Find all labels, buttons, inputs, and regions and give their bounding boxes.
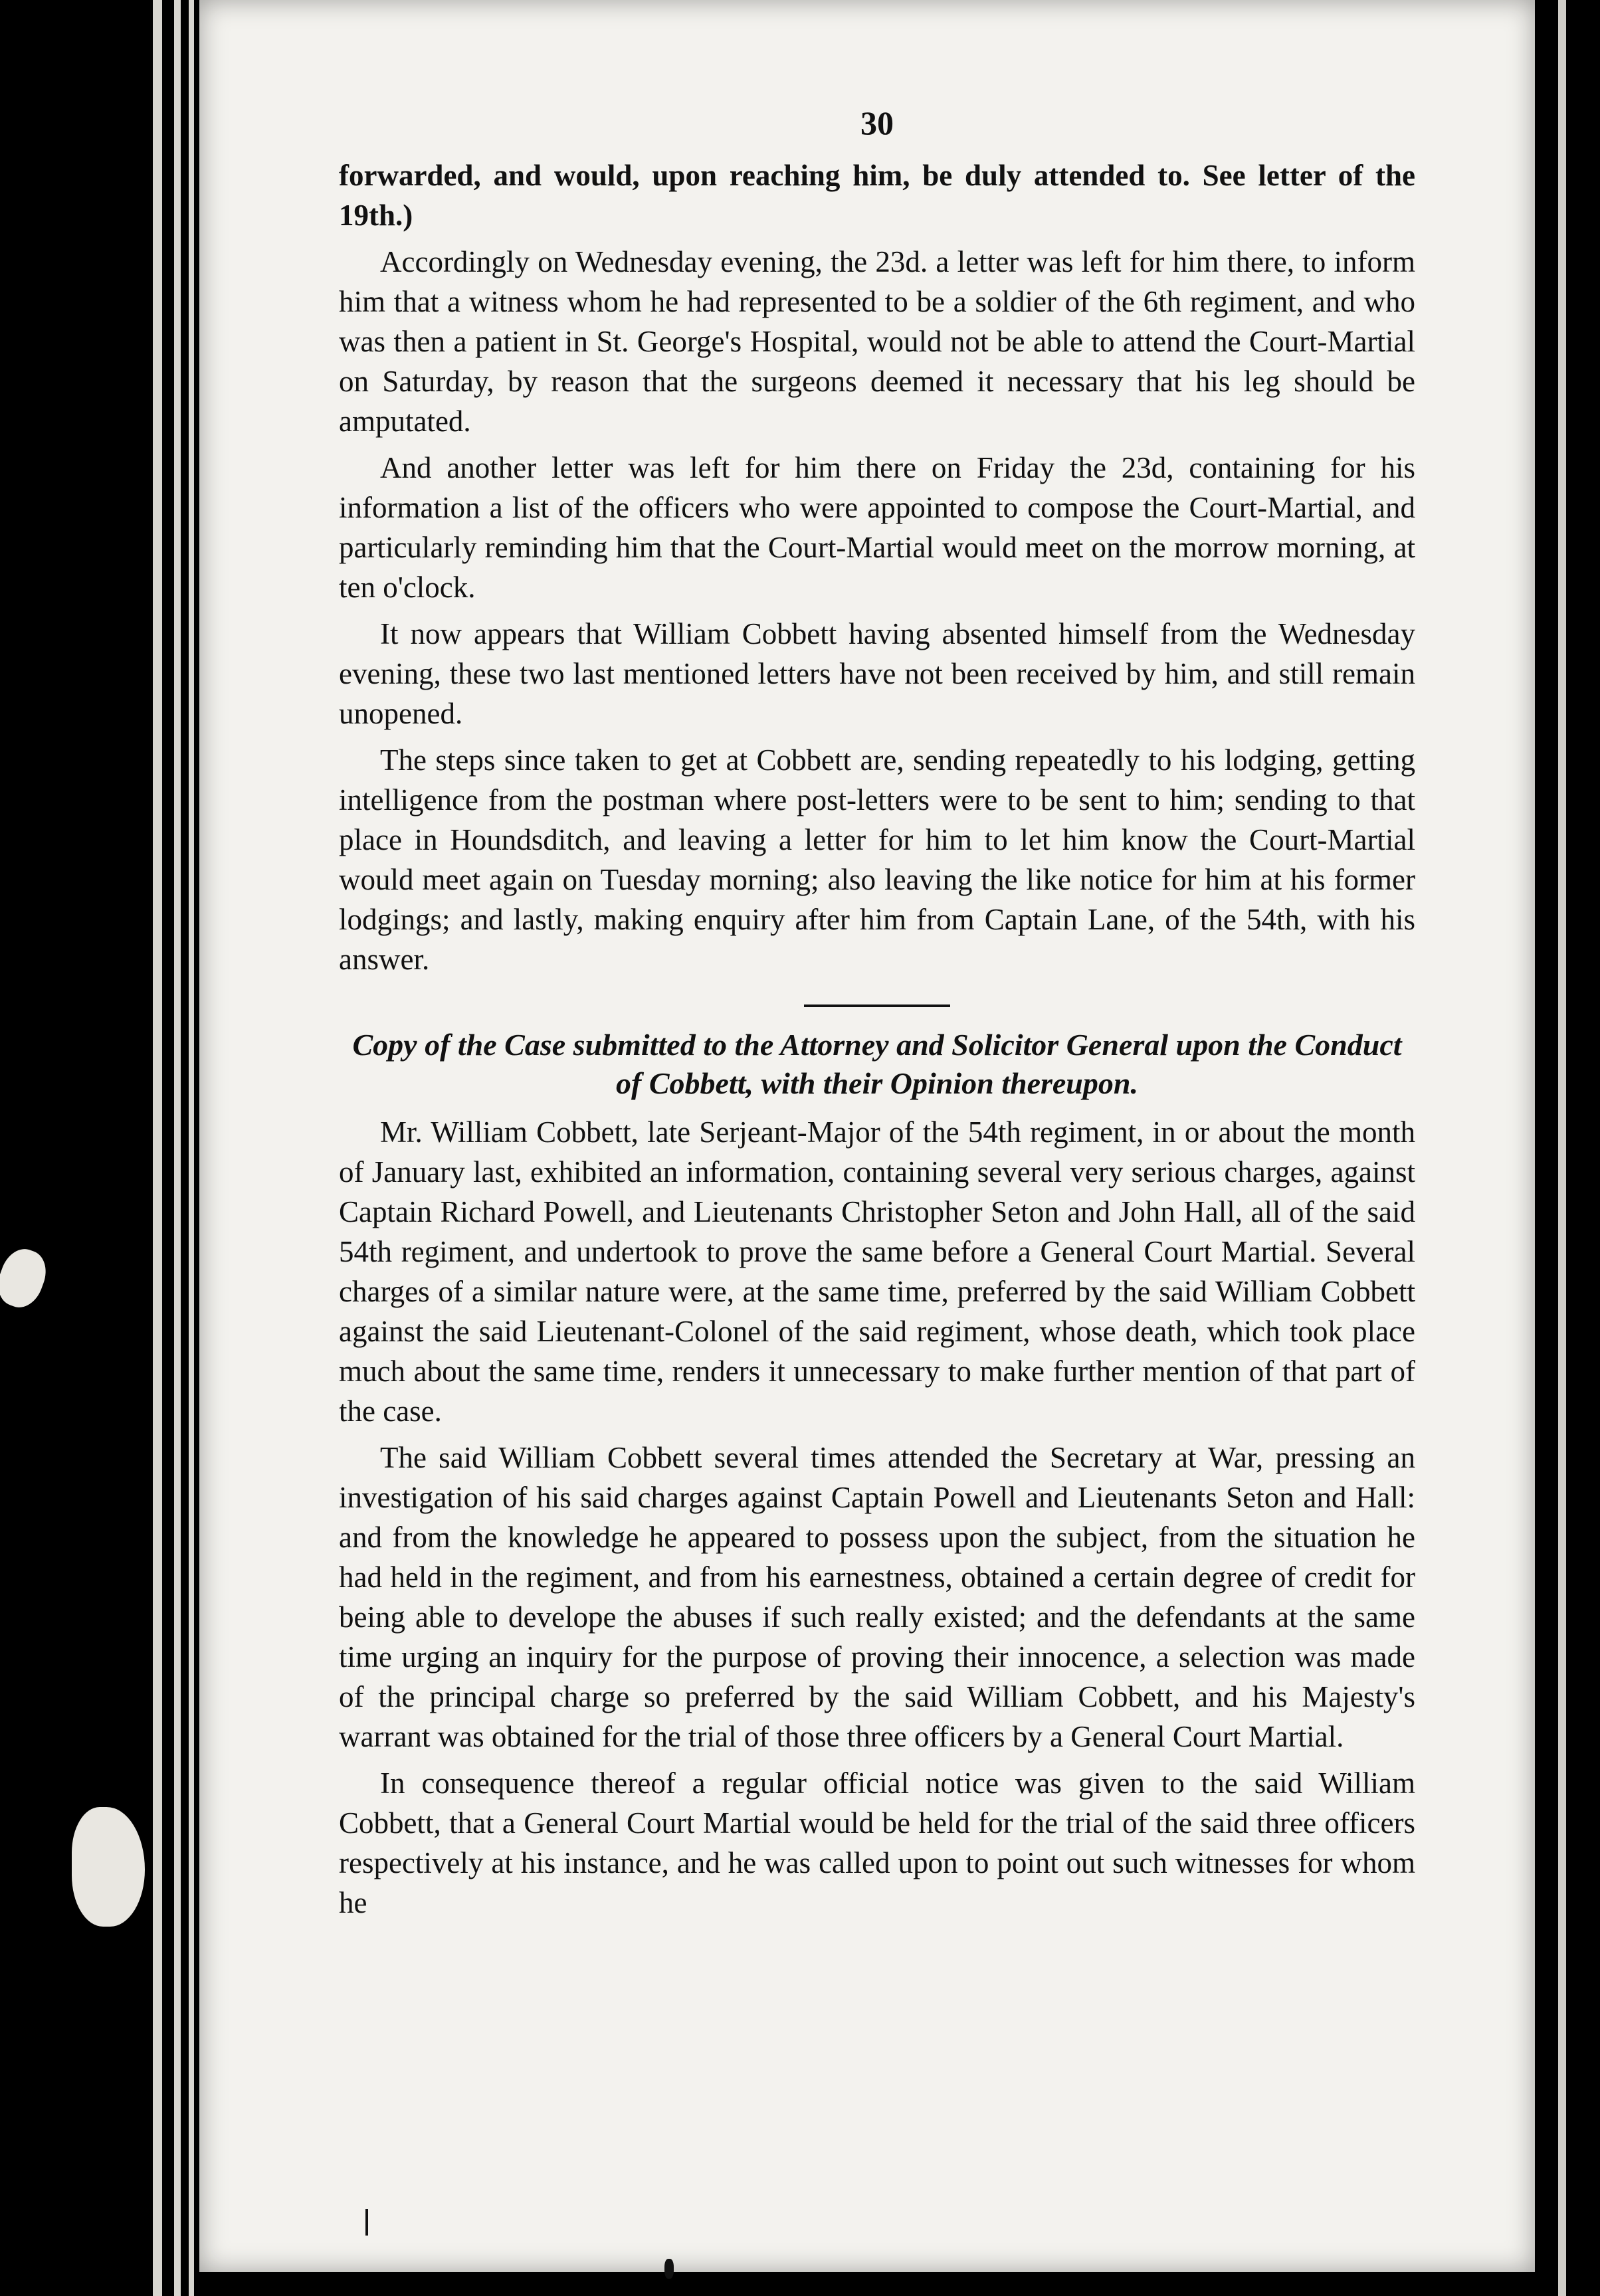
paragraph: It now appears that William Cobbett having absented himself from the Wednesday evening, these two last mentioned letters have not been received by him, and still remain unopened. [339, 617, 1415, 730]
paragraph: forwarded, and would, upon reaching him, be duly attended to. See letter of the 19th.) [339, 159, 1415, 232]
paragraph: In consequence thereof a regular official notice was given to the said William Cobbett, that a General Court Martial would be held for the trial of the said three officers respectively at his instance, and he was called upon to point out such witnesses for whom he [339, 1767, 1415, 1919]
paragraph: The steps since taken to get at Cobbett are, sending repeatedly to his lodging, getting intelligence from the postman where post-letters were to be sent to him; sending to that place in Houndsditch, and leaving a letter for him to let him know the Court-Martial would meet again on Tuesday morning; also leaving the like notice for him at his former lodgings; and lastly, making enquiry after him from Captain Lane, of the 54th, with his answer. [339, 743, 1415, 976]
section-heading: Copy of the Case submitted to the Attorney and Solicitor General upon the Conduct of Cobbett, with their Opinion thereupon. [352, 1028, 1402, 1100]
paper-fragment [0, 1243, 52, 1313]
paragraph: Mr. William Cobbett, late Serjeant-Major of the 54th regiment, in or about the month of January last, exhibited an information, containing several very serious charges, against Captain Richard Powell, and Lieutenants Christopher Seton and John Hall, all of the said 54th regiment, and undertook to prove the same before a General Court Martial. Several charges of a similar nature were, at the same time, preferred by the said William Cobbett against the said Lieutenant-Colonel of the said regiment, whose death, which took place much about the same time, renders it unnecessary to make further mention of that part of the case. [339, 1115, 1415, 1428]
ink-mark [365, 2209, 368, 2236]
page-number: 30 [860, 104, 894, 142]
paragraph: Accordingly on Wednesday evening, the 23d. a letter was left for him there, to inform him that a witness whom he had represented to be a soldier of the 6th regiment, and who was then a patient in St. George's Hospital, would not be able to attend the Court-Martial on Saturday, by reason that the surgeons deemed it necessary that his leg should be amputated. [339, 245, 1415, 438]
page-text [339, 100, 1415, 1923]
paper-fragment [72, 1807, 145, 1927]
paragraph: And another letter was left for him there on Friday the 23d, containing for his information a list of the officers who were appointed to compose the Court-Martial, and particularly reminding him that the Court-Martial would meet on the morrow morning, at ten o'clock. [339, 451, 1415, 604]
page-edge [189, 0, 194, 2296]
ink-mark [664, 2259, 674, 2279]
section-divider [804, 1004, 950, 1007]
page-edge [174, 0, 181, 2296]
paragraph: The said William Cobbett several times attended the Secretary at War, pressing an investigation of his said charges against Captain Powell and Lieutenants Seton and Hall: and from the knowledge he appeared to possess upon the subject, from the situation he had held in the regiment, and from his earnestness, obtained a certain degree of credit for being able to develope the abuses if such really existed; and the defendants at the same time urging an inquiry for the purpose of proving their innocence, a selection was made of the principal charge so preferred by the said William Cobbett, and his Majesty's warrant was obtained for the trial of those three officers by a General Court Martial. [339, 1441, 1415, 1753]
next-page-edge [1558, 0, 1566, 2296]
page-edge [153, 0, 162, 2296]
